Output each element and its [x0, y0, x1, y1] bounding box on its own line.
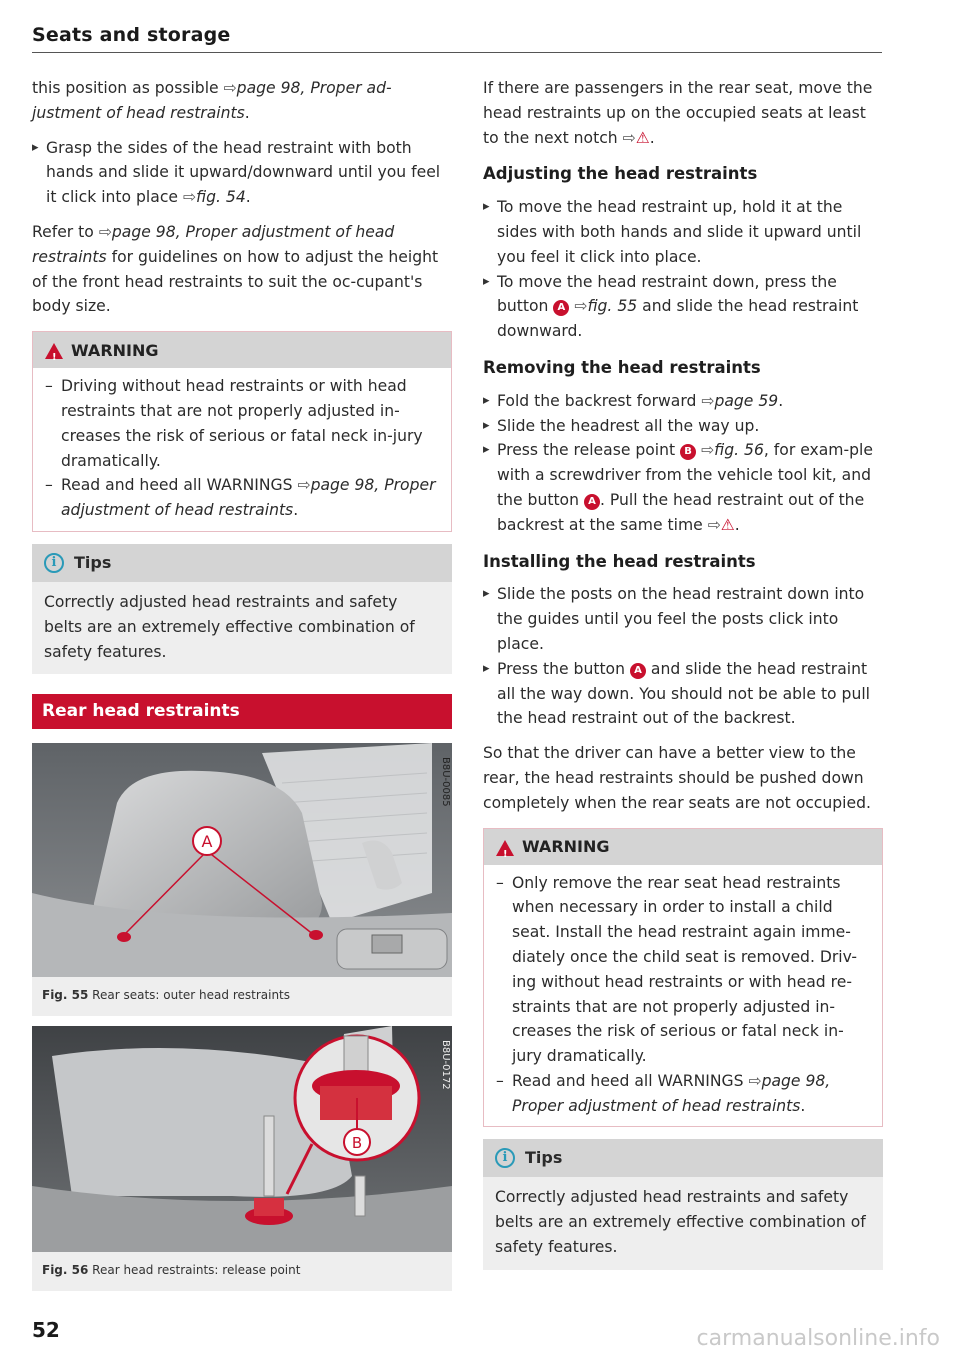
- right-column: [483, 76, 883, 1280]
- instruction-item: ▸ Fold the backrest forward ⇨page 59.: [483, 389, 883, 414]
- tips-header: [483, 1139, 883, 1177]
- instruction-item: ▸ Slide the posts on the head restraint down into the guides until you feel the posts click into place.: [483, 582, 883, 656]
- heading-adjusting: Adjusting the head restraints: [483, 164, 758, 184]
- instruction-text: , for exam-ple with a screwdriver from the vehicle tool kit, and the button: [497, 441, 873, 509]
- warning-item: – Read and heed all WARNINGS ⇨page 98, Proper adjustment of head restraints.: [496, 1069, 870, 1119]
- arrow-icon: ⇨: [297, 476, 311, 495]
- page-reference-link[interactable]: page 98, Proper adjustment of head restraints: [61, 476, 436, 520]
- warning-item: – Driving without head restraints or with head restraints that are not properly adjusted in-creases the risk of serious or fatal neck in-jury dramatically.: [45, 374, 439, 473]
- arrow-icon: ⇨: [622, 128, 636, 147]
- tips-text: Correctly adjusted head restraints and safety belts are an extremely effective combination of safety features.: [495, 1188, 866, 1257]
- intro-text: If there are passengers in the rear seat, move the head restraints up on the occupied seats at least to the next notch: [483, 79, 873, 147]
- warning-sign-icon[interactable]: ⚠: [635, 128, 650, 147]
- arrow-icon: ⇨: [98, 222, 112, 241]
- intro-paragraph: If there are passengers in the rear seat, move the head restraints up on the occupied seats at least to the next notch ⇨⚠.: [483, 79, 873, 147]
- intro-paragraph: this position as possible ⇨page 98, Proper ad-justment of head restraints.: [32, 79, 392, 122]
- info-icon: i: [495, 1148, 515, 1168]
- callout-label: A: [201, 832, 213, 852]
- figure-number: Fig. 56: [42, 1262, 89, 1277]
- button-a-label: A: [584, 494, 600, 510]
- figure-number: Fig. 55: [42, 988, 89, 1003]
- instruction-text: and slide the head restraint downward.: [497, 297, 859, 341]
- warning-triangle-icon: [45, 343, 63, 359]
- page-header-title: Seats and storage: [32, 24, 231, 46]
- tips-box: [32, 544, 452, 674]
- arrow-icon: ⇨: [701, 441, 715, 460]
- figure-caption-text: Rear seats: outer head restraints: [92, 988, 291, 1003]
- tips-title: Tips: [525, 1148, 563, 1168]
- arrow-icon: ⇨: [574, 297, 588, 316]
- warning-text: Read and heed all WARNINGS: [61, 476, 293, 495]
- header-divider: [32, 52, 882, 53]
- instruction-item: [483, 657, 883, 731]
- arrow-icon: ⇨: [701, 391, 715, 410]
- arrow-icon: ⇨: [748, 1071, 762, 1090]
- left-column: [32, 76, 452, 1301]
- figure-reference-link[interactable]: fig. 56: [714, 441, 764, 460]
- head-restraint-release-point-illustration: [32, 1026, 452, 1252]
- info-paragraph: So that the driver can have a better view to the rear, the head restraints should be pushed down completely when the rear seats are not occupied.: [483, 744, 871, 812]
- refer-text: for guidelines on how to adjust the height of the front head restraints to suit the oc-cupant's body size.: [32, 247, 439, 316]
- watermark: carmanualsonline.info: [696, 1326, 940, 1351]
- warning-sign-icon[interactable]: ⚠: [720, 515, 735, 534]
- page-reference-link[interactable]: page 98, Proper adjustment of head restraints: [512, 1071, 831, 1115]
- instruction-text: and slide the head restraint all the way down. You should not be able to pull the head restraint out of the backrest.: [497, 659, 871, 728]
- heading-installing: Installing the head restraints: [483, 551, 756, 571]
- warning-title: WARNING: [522, 837, 610, 857]
- figure-code: B8U-0085: [440, 757, 451, 807]
- figure-caption: [32, 977, 452, 1016]
- instruction-item: ▸ Grasp the sides of the head restraint with both hands and slide it upward/downward until you feel it click into place ⇨fig. 54.: [32, 136, 452, 210]
- figure-caption: [32, 1252, 452, 1291]
- warning-title: WARNING: [71, 340, 159, 360]
- heading-removing: Removing the head restraints: [483, 357, 761, 377]
- warning-box: [32, 331, 452, 532]
- figure-code: B8U-0172: [440, 1039, 451, 1090]
- page-reference-link[interactable]: page 59: [714, 391, 779, 410]
- figure-reference-link[interactable]: fig. 55: [587, 297, 638, 316]
- instruction-text: . Pull the head restraint out of the backrest at the same time: [497, 490, 865, 534]
- arrow-icon: ⇨: [223, 79, 237, 97]
- page-number: 52: [32, 1318, 60, 1342]
- instruction-item: ▸ To move the head restraint up, hold it at the sides with both hands and slide it upward until you feel it click into place.: [483, 195, 883, 269]
- warning-header: [484, 829, 882, 865]
- refer-paragraph: [32, 220, 452, 319]
- instruction-text: Grasp the sides of the head restraint with both hands and slide it upward/downward until you feel it click into place: [46, 138, 441, 207]
- tips-title: Tips: [74, 552, 112, 572]
- figure-56: [32, 1026, 452, 1291]
- tips-box: [483, 1139, 883, 1269]
- instruction-item: ▸ Press the release point B ⇨fig. 56, for exam-ple with a screwdriver from the vehicle tool kit, and the button A . Pull the head restraint out of the backrest at the same time ⇨⚠.: [483, 438, 883, 537]
- instruction-text: Press the release point: [497, 441, 676, 460]
- warning-triangle-icon: [496, 840, 514, 856]
- warning-item: – Read and heed all WARNINGS ⇨page 98, Proper adjustment of head restraints.: [45, 473, 439, 523]
- instruction-item: [483, 270, 883, 344]
- figure-reference-link[interactable]: fig. 54: [196, 188, 246, 207]
- intro-text: this position as possible: [32, 79, 219, 97]
- refer-text: Refer to: [32, 222, 94, 241]
- instruction-text: Fold the backrest forward: [497, 391, 697, 410]
- button-a-label: A: [630, 663, 646, 679]
- page-reference-link[interactable]: page 98, Proper adjustment of head restraints: [32, 222, 395, 266]
- figure-caption-text: Rear head restraints: release point: [92, 1262, 301, 1277]
- rear-seats-head-restraints-illustration: [32, 743, 452, 977]
- section-title: Rear head restraints: [32, 694, 452, 729]
- button-a-label: A: [553, 300, 569, 316]
- warning-header: [33, 332, 451, 368]
- instruction-text: To move the head restraint down, press the button: [497, 272, 837, 316]
- release-point-b-label: B: [680, 444, 696, 460]
- warning-text: Read and heed all WARNINGS: [512, 1071, 744, 1090]
- arrow-icon: ⇨: [182, 188, 197, 207]
- warning-item: – Only remove the rear seat head restraints when necessary in order to install a child seat. Install the head restraint again imme-diately once the child seat is removed. Driv-ing without head restraints or with head re-straints that are not properly adjusted in-creases the risk of serious or fatal neck in-jury dramatically.: [496, 871, 870, 1069]
- tips-text: Correctly adjusted head restraints and safety belts are an extremely effective combination of safety features.: [44, 592, 415, 661]
- tips-header: [32, 544, 452, 582]
- info-icon: i: [44, 553, 64, 573]
- page-reference-link[interactable]: page 98, Proper ad-justment of head restraints: [32, 79, 392, 122]
- instruction-item: ▸ Slide the headrest all the way up.: [483, 414, 883, 439]
- callout-label: B: [351, 1133, 363, 1152]
- figure-55: [32, 743, 452, 1016]
- warning-box: [483, 828, 883, 1128]
- arrow-icon: ⇨: [707, 515, 721, 534]
- instruction-text: Press the button: [497, 659, 625, 678]
